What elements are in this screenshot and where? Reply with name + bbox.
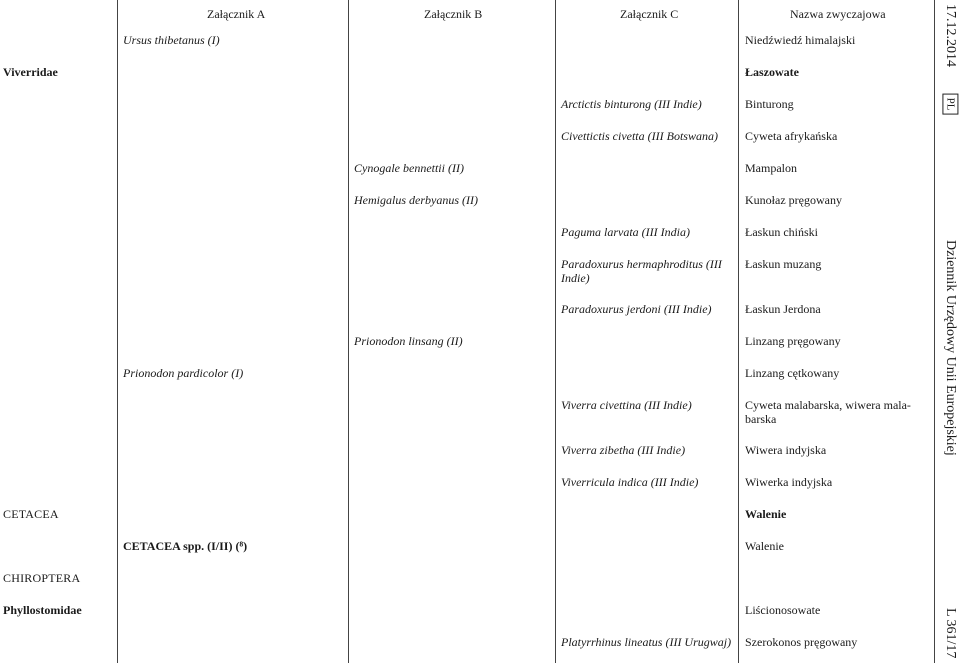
common-name: Liścionosowate [745,603,821,617]
annex-a-entry: Prionodon pardicolor (I) [123,366,244,380]
language-badge: PL [942,94,958,115]
family-heading: Phyllostomidae [3,603,82,617]
annex-a-entry: CETACEA spp. (I/II) (⁸) [123,539,248,553]
common-name: Mampalon [745,161,797,175]
header-annex-c: Załącznik C [620,7,679,21]
common-name: Cyweta afrykańska [745,129,838,143]
header-annex-a: Załącznik A [207,7,266,21]
header-annex-b: Załącznik B [424,7,483,21]
annex-a-entry: Ursus thibetanus (I) [123,33,220,47]
common-name: Niedźwiedź himalajski [745,33,856,47]
annex-c-entry: Arctictis binturong (III Indie) [561,97,702,111]
journal-margin [936,0,960,663]
column-divider [555,0,556,663]
annex-b-entry: Cynogale bennettii (II) [354,161,464,175]
common-name: Binturong [745,97,794,111]
page-reference: L 361/17 [943,608,958,659]
common-name: Łaskun Jerdona [745,302,821,316]
annex-c-entry: Paguma larvata (III India) [561,225,690,239]
common-name: Wiwera indyjska [745,443,827,457]
annex-c-entry: Paradoxurus hermaphroditus (III [561,257,722,271]
annex-b-entry: Hemigalus derbyanus (II) [354,193,478,207]
column-divider [117,0,118,663]
journal-title: Dziennik Urzędowy Unii Europejskiej [943,240,958,456]
annex-c-entry: Paradoxurus jerdoni (III Indie) [561,302,712,316]
common-name: Linzang pręgowany [745,334,841,348]
annex-c-entry: Civettictis civetta (III Botswana) [561,129,718,143]
column-divider [348,0,349,663]
annex-c-entry: Platyrrhinus lineatus (III Urugwaj) [561,635,732,649]
common-name: Łaskun chiński [745,225,818,239]
common-name: Szerokonos pręgowany [745,635,858,649]
publication-date: 17.12.2014 [943,4,958,67]
common-name: Wiwerka indyjska [745,475,833,489]
common-name: Kunołaz pręgowany [745,193,842,207]
annex-c-entry: Viverricula indica (III Indie) [561,475,699,489]
annex-c-entry: Viverra civettina (III Indie) [561,398,692,412]
annex-c-entry: Viverra zibetha (III Indie) [561,443,686,457]
family-heading: Viverridae [3,65,58,79]
common-name: Cyweta malabarska, wiwera mala- [745,398,911,412]
common-name: Walenie [745,507,787,521]
common-name: Walenie [745,539,785,553]
annex-c-entry: Indie) [561,271,590,285]
column-divider [738,0,739,663]
common-name: barska [745,412,777,426]
annex-b-entry: Prionodon linsang (II) [354,334,463,348]
order-heading: CETACEA [3,507,59,521]
order-heading: CHIROPTERA [3,571,81,585]
common-name: Łaskun muzang [745,257,822,271]
column-divider [934,0,935,663]
header-common-name: Nazwa zwyczajowa [790,7,886,21]
common-name: Linzang cętkowany [745,366,840,380]
common-name: Łaszowate [745,65,799,79]
